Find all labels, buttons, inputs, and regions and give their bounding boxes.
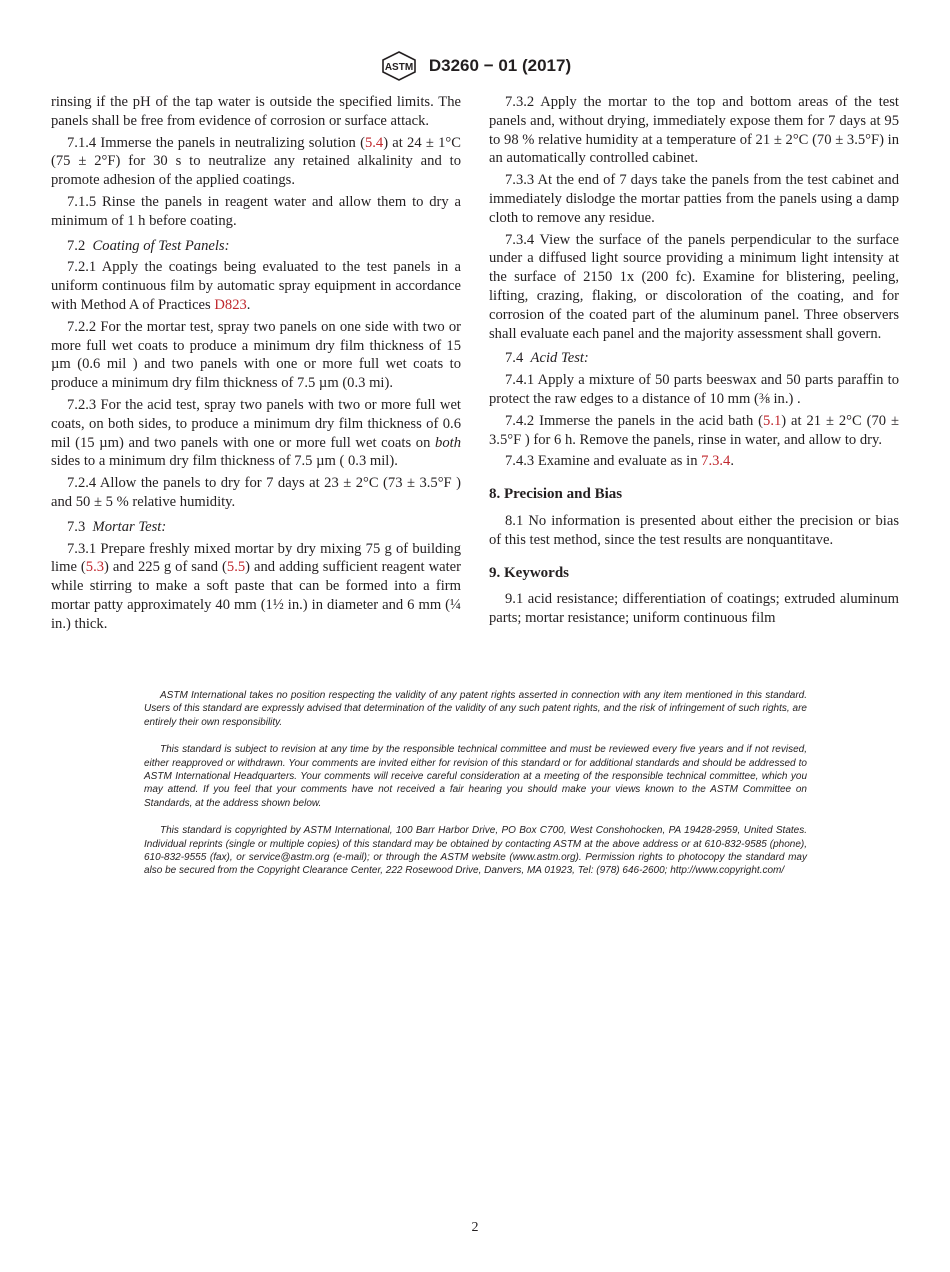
copyright-notice: This standard is copyrighted by ASTM International, 100 Barr Harbor Drive, PO Box C700, West Conshohocken, PA 19428-2959, United States. Individual reprints (single or multiple copies) of this standard may be obtained by contacting ASTM at the above address or at 610-832-9585 (phone), 610-832-9555 (fax), or service@astm.org (e-mail); or through the ASTM website (www.astm.org). Permission rights to photocopy the standard may also be secured from the Copyright Clearance Center, 222 Rosewood Drive, Danvers, MA 01923, Tel: (978) 646-2600; http://www.copyright.com/ — [144, 825, 807, 877]
paragraph-8-1: 8.1 No information is presented about either the precision or bias of this test method, since the test results are nonquantitave. — [489, 512, 899, 548]
page-header — [0, 50, 950, 84]
section-9-heading: 9. Keywords — [489, 564, 569, 581]
right-column — [489, 93, 899, 631]
paragraph-7-3-4: 7.3.4 View the surface of the panels perpendicular to the surface under a diffused light source providing a minimum light intensity at the surface of 2150 1x (200 fc). Examine for blistering, peeling, lifting, crazing, flaking, or discoloration of the coating, and for corrosion of the coated part of the aluminum panel. Three observers shall evaluate each panel and the majority assessment shall govern. — [489, 231, 899, 342]
paragraph-9-1: 9.1 acid resistance; differentiation of coatings; extruded aluminum parts; mortar resistance; uniform continuous film — [489, 591, 899, 627]
ref-link-5-3[interactable]: 5.3 — [85, 559, 105, 576]
section-8-heading: 8. Precision and Bias — [489, 486, 623, 503]
paragraph-7-4-3: 7.4.3 Examine and evaluate as in 7.3.4. — [505, 453, 734, 470]
paragraph-7-1-4: 7.1.4 Immerse the panels in neutralizing solution (5.4) at 24 ± 1°C (75 ± 2°F) for 30 s to neutralize any retained alkalinity and to promote adhesion of the applied coatings. — [51, 134, 461, 189]
paragraph-7-3-1: 7.3.1 Prepare freshly mixed mortar by dry mixing 75 g of building lime (5.3) and 225 g of sand (5.5) and adding sufficient reagent water while stirring to make a soft paste that can be formed into a firm mortar patty approximately 40 mm (1½ in.) in diameter and 6 mm (¼ in.) thick. — [51, 540, 461, 632]
page-number: 2 — [471, 1220, 479, 1235]
ref-link-5-4[interactable]: 5.4 — [364, 134, 384, 151]
paragraph-7-4-2: 7.4.2 Immerse the panels in the acid bath (5.1) at 21 ± 2°C (70 ± 3.5°F ) for 6 h. Remove the panels, rinse in water, and allow to dry. — [489, 412, 900, 448]
patent-notice: ASTM International takes no position respecting the validity of any patent rights asserted in connection with any item mentioned in this standard. Users of this standard are expressly advised that determination of the validity of any such patent rights, and the risk of infringement of such rights, are entirely their own responsibility. — [144, 690, 807, 728]
ref-link-5-1[interactable]: 5.1 — [763, 412, 782, 429]
paragraph-7-3-2: 7.3.2 Apply the mortar to the top and bottom areas of the test panels and, without drying, immediately expose them for 7 days at 95 to 98 % relative humidity at a temperature of 21 ± 2°C (70 ± 3.5°F) in an automatically controlled cabinet. — [489, 94, 899, 167]
ref-link-d823[interactable]: D823 — [214, 296, 247, 313]
revision-notice: This standard is subject to revision at any time by the responsible technical committee and must be reviewed every five years and if not revised, either reapproved or withdrawn. Your comments are invited either for revision of this standard or for additional standards and should be addressed to ASTM International Headquarters. Your comments will receive careful consideration at a meeting of the responsible technical committee, which you may attend. If you feel that your comments have not received a fair hearing you should make your views known to the ASTM Committee on Standards, at the address shown below. — [144, 744, 807, 809]
ref-link-7-3-4[interactable]: 7.3.4 — [701, 453, 731, 470]
paragraph-7-3-3: 7.3.3 At the end of 7 days take the panels from the test cabinet and immediately dislodge the mortar patties from the panels using a damp cloth to remove any residue. — [489, 172, 899, 226]
section-7-3-heading: 7.3 Mortar Test: — [67, 518, 167, 535]
svg-text:ASTM: ASTM — [384, 62, 414, 73]
section-7-2-heading: 7.2 Coating of Test Panels: — [67, 237, 230, 254]
paragraph-7-2-2: 7.2.2 For the mortar test, spray two panels on one side with two or more full wet coats to produce a minimum dry film thickness of 15 µm (0.6 mil ) and two panels with one or more full wet coats to produce a minimum dry film thickness of 7.5 µm (0.3 mi). — [51, 318, 461, 392]
paragraph-7-2-1: 7.2.1 Apply the coatings being evaluated to the test panels in a uniform continuous film by automatic spray equipment in accordance with Method A of Practices D823. — [51, 259, 461, 313]
left-column — [51, 93, 461, 637]
section-7-4-heading: 7.4 Acid Test: — [505, 350, 589, 367]
paragraph-7-2-3: 7.2.3 For the acid test, spray two panels with two or more full wet coats, on both sides, to produce a minimum dry film thickness of 0.6 mil (15 µm) and two panels with one or more full wet coats on both sides to a minimum dry film thickness of 7.5 µm ( 0.3 mil). — [51, 396, 461, 470]
paragraph-7-4-1: 7.4.1 Apply a mixture of 50 parts beeswax and 50 parts paraffin to protect the raw edges to a distance of 10 mm (⅜ in.) . — [489, 372, 899, 407]
paragraph-7-1-5: 7.1.5 Rinse the panels in reagent water and allow them to dry a minimum of 1 h before coating. — [51, 193, 461, 229]
footer-notices — [144, 689, 807, 892]
ref-link-5-5[interactable]: 5.5 — [226, 559, 246, 576]
paragraph-7-1-3-continued: rinsing if the pH of the tap water is outside the specified limits. The panels shall be free from evidence of corrosion or surface attack. — [51, 94, 461, 129]
standard-designation: D3260 − 01 (2017) — [428, 56, 572, 75]
astm-logo-icon — [379, 50, 419, 82]
paragraph-7-2-4: 7.2.4 Allow the panels to dry for 7 days at 23 ± 2°C (73 ± 3.5°F ) and 50 ± 5 % relative humidity. — [51, 475, 461, 510]
